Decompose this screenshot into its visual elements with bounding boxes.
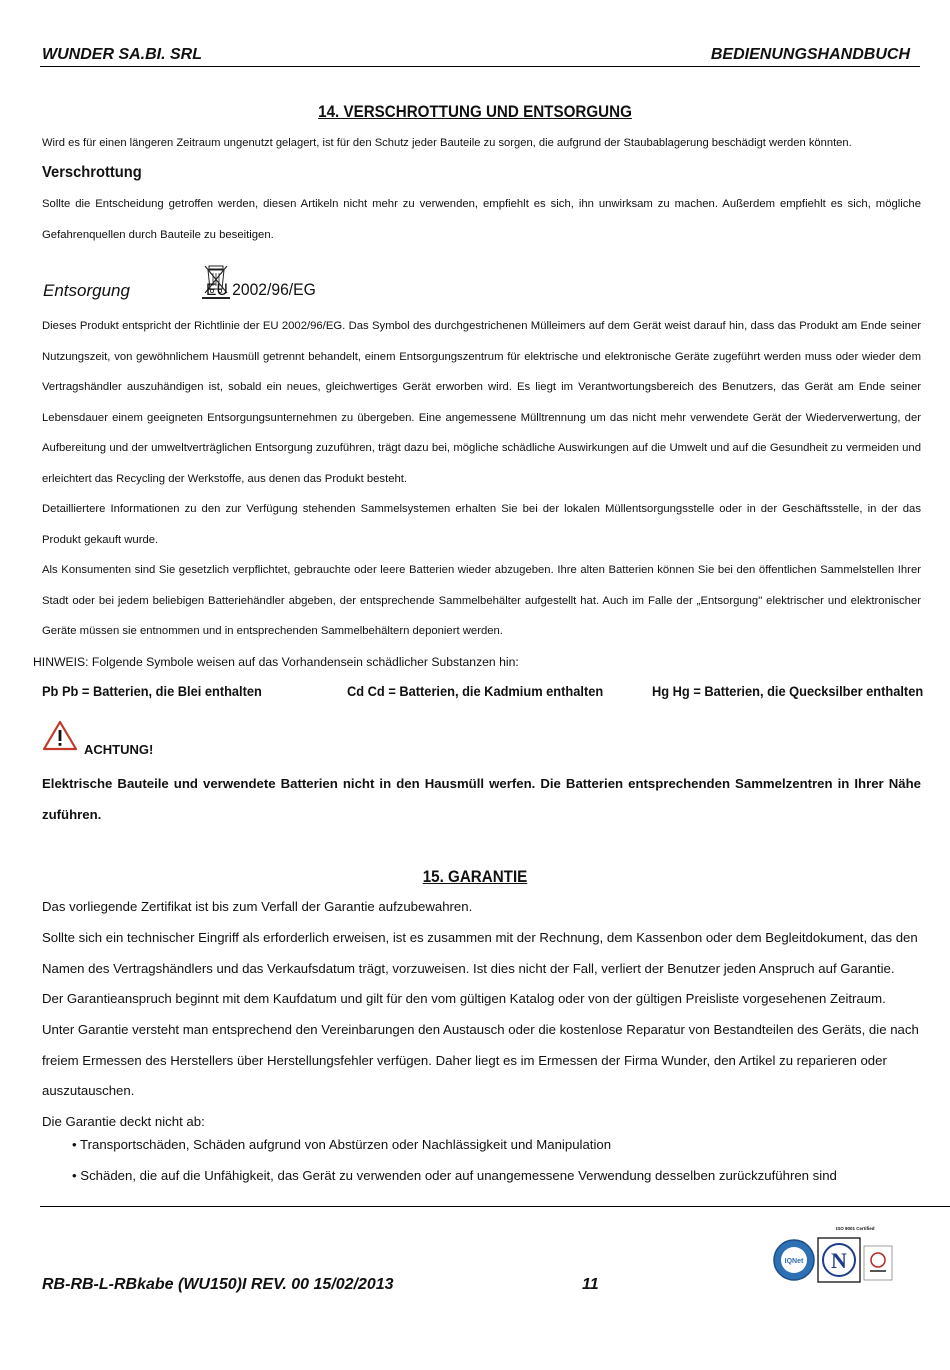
list-item-text: Schäden, die auf die Unfähigkeit, das Gerät zu verwenden oder auf unangemessene Verwendung desselben zurückzuführen sind — [80, 1168, 837, 1183]
garantie-p1: Das vorliegende Zertifikat ist bis zum Verfall der Garantie aufzubewahren. — [42, 899, 473, 914]
svg-text:N: N — [831, 1248, 847, 1273]
cert-label: ISO 9001 Certified — [836, 1226, 875, 1231]
document-title: BEDIENUNGSHANDBUCH — [710, 46, 910, 63]
svg-text:IQNet: IQNet — [784, 1258, 804, 1265]
garantie-p4: Unter Garantie versteht man entsprechend den Vereinbarungen den Austausch oder die kostenlose Reparatur von Bestandteilen des Geräts, die nach freiem Ermessen des Herstellers über Herstellungsfehler verfügen. Daher liegt es im Ermessen der Firma Wunder, den Artikel zu reparieren oder auszutauschen. — [42, 1022, 919, 1099]
verschrottung-heading: Verschrottung — [42, 164, 142, 181]
company-name: WUNDER SA.BI. SRL — [42, 46, 202, 63]
section-15-title: 15. GARANTIE — [422, 868, 528, 886]
symbol-mercury: Hg Hg = Batterien, die Quecksilber enthalten — [652, 684, 924, 699]
batteries-text: Als Konsumenten sind Sie gesetzlich verpflichtet, gebrauchte oder leere Batterien wieder abzugeben. Ihre alten Batterien können Sie bei den öffentlichen Sammelstellen Ihrer Stadt oder bei jedem beliebigen Batteriehändler abgeben, der entsprechende Sammelbehälter aufgestellt hat. Auch im Falle der „Entsorgung" elektrischer und elektronischer Geräte müssen sie entnommen und in entsprechenden Sammelbehältern deponiert werden. — [42, 564, 921, 637]
verschrottung-text: Sollte die Entscheidung getroffen werden, diesen Artikeln nicht mehr zu verwenden, empfiehlt es sich, ihn unwirksam zu machen. Außerdem empfiehlt es sich, mögliche Gefahrenquellen durch Bauteile zu beseitigen. — [42, 198, 921, 241]
warning-triangle-icon — [42, 720, 78, 752]
footer-divider — [40, 1206, 950, 1207]
section-14-title: 14. VERSCHROTTUNG UND ENTSORGUNG — [318, 103, 632, 121]
list-item — [72, 1168, 837, 1183]
page-number: 11 — [582, 1276, 599, 1293]
list-item — [72, 1137, 611, 1152]
section-14-intro: Wird es für einen längeren Zeitraum ungenutzt gelagert, ist für den Schutz jeder Bauteile zu sorgen, die aufgrund der Staubablagerung beschädigt werden könnten. — [42, 137, 852, 149]
entsorgung-text: Dieses Produkt entspricht der Richtlinie der EU 2002/96/EG. Das Symbol des durchgestrichenen Mülleimers auf dem Gerät weist darauf hin, dass das Produkt am Ende seiner Nutzungszeit, von gewöhnlichem Hausmüll getrennt behandelt, einem Entsorgungszentrum für elektrische und elektronische Geräte zugeführt werden muss oder wieder dem Vertragshändler auszuhändigen ist, sobald ein neues, gleichwertiges Gerät erworben wird. Es liegt im Verantwortungsbereich des Benutzers, das Gerät am Ende seiner Lebensdauer einem geeigneten Entsorgungsunternehmen zu übergeben. Eine angemessene Mülltrennung um das nicht mehr verwendete Gerät der Wiederverwertung, der Aufbereitung und der umweltverträglichen Entsorgung zuzuführen, trägt dazu bei, mögliche schädliche Auswirkungen auf die Umwelt und auf die Gesundheit zu vermeiden und erleichtert das Recycling der Werkstoffe, aus denen das Produkt besteht. — [42, 320, 921, 485]
entsorgung-heading: Entsorgung — [43, 281, 130, 300]
symbol-lead: Pb Pb = Batterien, die Blei enthalten — [42, 684, 262, 699]
battery-symbols — [42, 684, 924, 706]
certification-logos — [772, 1228, 894, 1284]
achtung-label: ACHTUNG! — [84, 742, 154, 757]
list-item-text: Transportschäden, Schäden aufgrund von Abstürzen oder Nachlässigkeit und Manipulation — [80, 1137, 612, 1152]
directive-label: EU 2002/96/EG — [206, 281, 316, 299]
hinweis-text: HINWEIS: Folgende Symbole weisen auf das Vorhandensein schädlicher Substanzen hin: — [33, 655, 519, 669]
details-text: Detailliertere Informationen zu den zur Verfügung stehenden Sammelsystemen erhalten Sie bei der lokalen Müllentsorgungsstelle oder in der Geschäftsstelle, in der das Produkt gekauft wurde. — [42, 503, 921, 546]
garantie-p3: Der Garantieanspruch beginnt mit dem Kaufdatum und gilt für den vom gültigen Katalog oder von der gültigen Preisliste vorgesehenen Zeitraum. — [42, 991, 886, 1006]
garantie-p5: Die Garantie deckt nicht ab: — [42, 1114, 205, 1129]
symbol-cadmium: Cd Cd = Batterien, die Kadmium enthalten — [347, 684, 604, 699]
page-header — [40, 46, 920, 67]
warning-text: Elektrische Bauteile und verwendete Batterien nicht in den Hausmüll werfen. Die Batterien entsprechenden Sammelzentren in Ihrer Nähe zuführen. — [42, 776, 921, 822]
entsorgung-row — [43, 262, 643, 302]
garantie-p2: Sollte sich ein technischer Eingriff als erforderlich erweisen, ist es zusammen mit der Rechnung, dem Kassenbon oder dem Begleitdokument, das den Namen des Vertragshändlers und das Verkaufsdatum trägt, vorzuweisen. Ist dies nicht der Fall, verliert der Benutzer jeden Anspruch auf Garantie. — [42, 930, 918, 976]
bullet-dot: • — [72, 1137, 81, 1152]
footer-doc-code: RB-RB-L-RBkabe (WU150)I REV. 00 15/02/2013 — [42, 1276, 394, 1293]
bullet-dot: • — [72, 1168, 81, 1183]
